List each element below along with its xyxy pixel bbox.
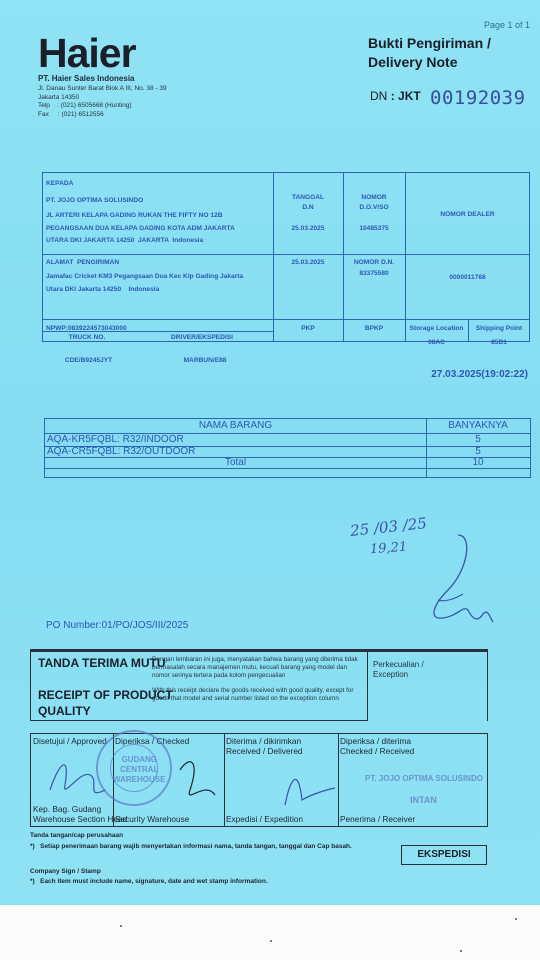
nomor-dealer-label: NOMOR DEALER <box>440 211 495 218</box>
note-indonesian: *) Setiap penerimaan barang wajib menyertakan informasi nama, tanda tangan, tanggal dan Cap basah. <box>30 843 352 850</box>
driver-label: DRIVER/EKSPEDISI <box>171 334 233 341</box>
ekspedisi-label: EKSPEDISI <box>401 845 487 865</box>
dealer-value: 0000011768 <box>449 274 486 281</box>
tanda-terima-text: Dengan lembaran ini juga, menyatakan bahwa barang yang diterima tidak bermasalah secara manajemen mutu, kecuali barang yang model dan nomor serinya tertera pada kolom pengecualian <box>152 656 358 679</box>
npwp: NPWP:0839224573043000 <box>46 325 127 332</box>
kepada-name: PT. JOJO OPTIMA SOLUSINDO <box>46 197 144 204</box>
truck-label: TRUCK NO. <box>68 334 106 341</box>
sig-delivered-role: Expedisi / Expedition <box>226 814 304 824</box>
nomor-label: NOMOR D.O.V/SO <box>359 194 389 211</box>
warehouse-stamp-text: GUDANG CENTRAL WAREHOUSE <box>113 755 166 784</box>
driver-value: MARBUN/E88 <box>183 357 227 364</box>
shipping-value: 85D1 <box>491 339 507 346</box>
sig-received-label: Diperiksa / diterima Checked / Received <box>340 736 415 756</box>
kepada-address: JL ARTERI KELAPA GADING RUKAN THE FIFTY NO 12B PEGANGSAAN DUA KELAPA GADING KOTA ADM JAKARTA UTARA DKI JAKARTA 14250 JAKARTA Indonesia <box>46 212 235 244</box>
haier-logo: Haier <box>38 30 136 76</box>
sig-delivered-label: Diterima / dikirimkan Received / Delivered <box>226 736 303 756</box>
sig-checked-role: Security Warehouse <box>115 814 190 824</box>
document-title: Bukti Pengiriman / Delivery Note <box>368 35 491 70</box>
kepada-label: KEPADA <box>46 180 74 187</box>
delivery-info-box <box>42 172 530 346</box>
sig-approved-label: Disetujui / Approved <box>33 736 107 746</box>
handwritten-time: 19,21 <box>369 539 408 558</box>
shipping-label: Shipping Point <box>475 325 523 332</box>
handwritten-date: 25 /03 /25 <box>349 514 428 540</box>
sig-checked-label: Diperiksa / Checked <box>115 736 190 746</box>
receipt-title: RECEIPT OF PRODUCT QUALITY <box>38 688 173 718</box>
truck-value: CDE/B9245JYT <box>64 357 113 364</box>
company-address: Jl. Danau Sunter Barat Blok A III, No. 38 - 39 Jakarta 14350 Telp : (021) 6505668 (Hunting) Fax : (021) 6512556 <box>38 85 167 118</box>
dn-label: DN <box>370 89 388 103</box>
nomor-value: 10485375 <box>359 225 389 232</box>
bpkp-label: BPKP <box>364 325 384 332</box>
tanggal-dn-value: 25.03.2025 <box>291 259 325 266</box>
note-english: *) Each item must include name, signature, date and wet stamp information. <box>30 878 268 885</box>
po-number: PO Number:01/PO/JOS/III/2025 <box>46 620 189 631</box>
dn-branch: : JKT <box>390 89 421 103</box>
nomor-dn-label: NOMOR D.N. <box>353 259 395 266</box>
item-qty: 5 <box>475 446 481 457</box>
tanda-tangan-label: Tanda tangan/cap perusahaan <box>30 832 124 839</box>
sig-approved-role: Kep. Bag. Gudang Warehouse Section Head <box>33 804 128 824</box>
item-name: AQA-CR5FQBL: R32/OUTDOOR <box>47 446 196 457</box>
item-name: AQA-KR5FQBL: R32/INDOOR <box>47 434 184 445</box>
storage-value: 08AC <box>428 339 445 346</box>
company-sign-label: Company Sign / Stamp <box>30 868 101 875</box>
dn-label-row <box>370 89 421 103</box>
col-nama-barang: NAMA BARANG <box>198 420 273 431</box>
pkp-label: PKP <box>301 325 315 332</box>
tanggal-label: TANGGAL D.N <box>291 194 325 211</box>
company-stamp-text: PT. JOJO OPTIMA SOLUSINDO <box>365 774 483 783</box>
tanggal-value: 25.03.2025 <box>291 225 325 232</box>
col-banyaknya: BANYAKNYA <box>448 420 508 431</box>
nomor-dn-value: 83375580 <box>359 270 389 277</box>
signature-scribbles <box>40 750 380 820</box>
handwritten-signature <box>418 530 498 640</box>
alamat-label: ALAMAT PENGIRIMAN <box>46 259 120 266</box>
scan-margin <box>0 905 540 960</box>
item-qty: 5 <box>475 434 481 445</box>
intan-stamp-text: INTAN <box>410 795 437 805</box>
exception-label: Perkecualian / Exception <box>373 660 424 679</box>
page-number: Page 1 of 1 <box>483 20 530 30</box>
company-name: PT. Haier Sales Indonesia <box>38 74 135 83</box>
total-label: Total <box>224 457 247 468</box>
dn-number: 00192039 <box>430 87 526 109</box>
tanda-terima-title: TANDA TERIMA MUTU <box>38 656 166 670</box>
storage-label: Storage Location <box>409 325 464 332</box>
sig-received-role: Penerima / Receiver <box>340 814 416 824</box>
print-timestamp: 27.03.2025(19:02:22) <box>431 369 528 380</box>
receipt-text: With this receipt declare the goods received with good quality, except for goods that model and serial number listed on the exception column <box>152 687 354 702</box>
items-table <box>44 418 531 478</box>
alamat-value: Jamafac Cricket KM3 Pegangsaan Dua Kec Klp Gading Jakarta Utara DKI Jakarta 14250 Indonesia <box>46 273 244 293</box>
total-value: 10 <box>472 457 484 468</box>
